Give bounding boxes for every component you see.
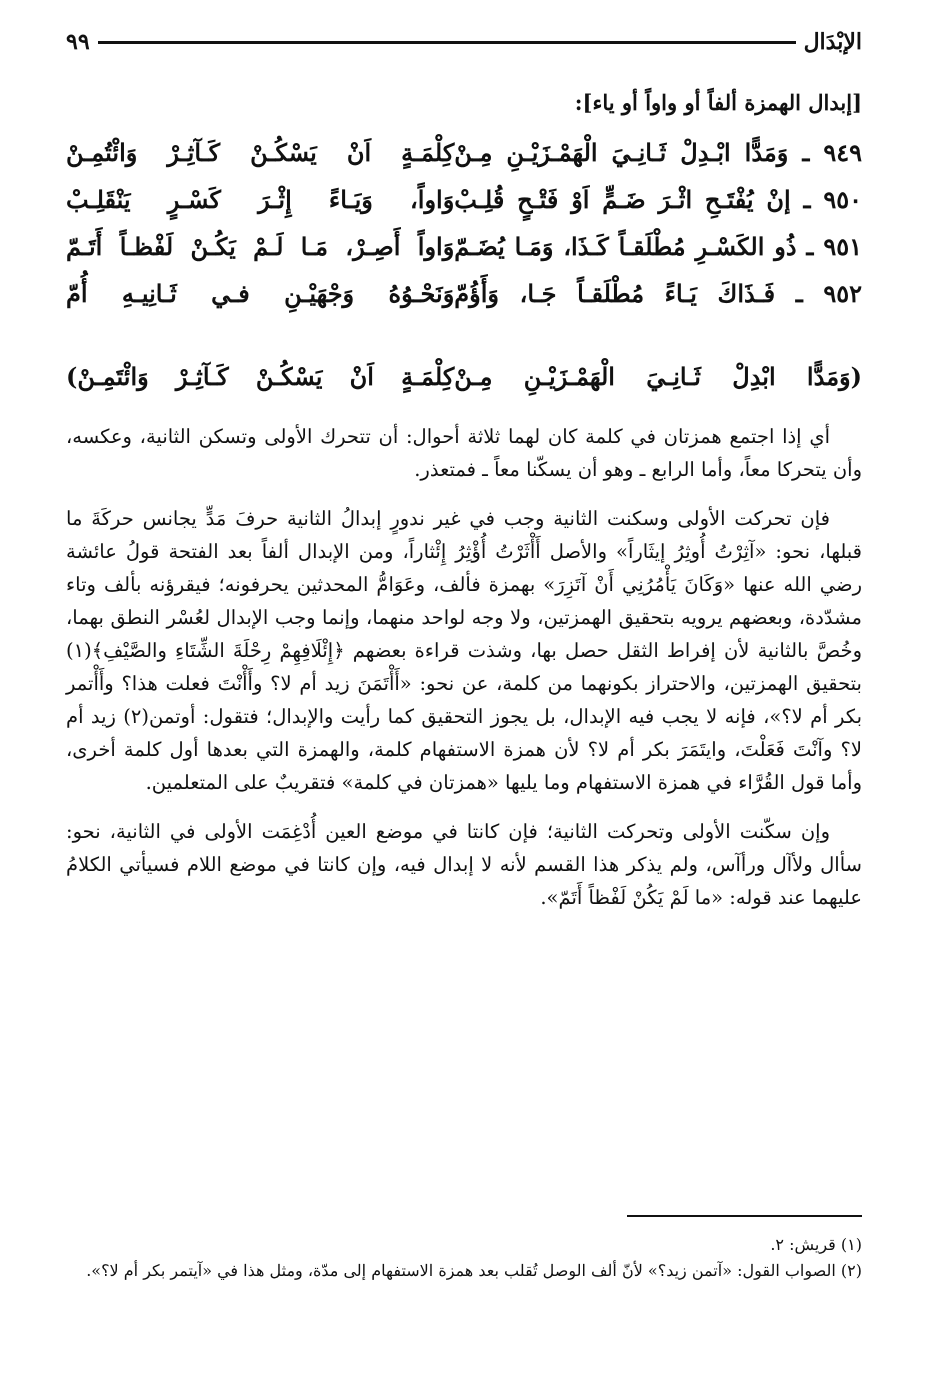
verse-first-hemistich: ٩٤٩ ـ وَمَدًّا ابْـدِلْ ثَـانِـيَ الْهَمْـزَيْـنِ مِـنْ xyxy=(454,138,862,167)
section-heading: [إبدال الهمزة ألفاً أو واواً أو ياء]: xyxy=(574,90,862,115)
verse-second-hemistich: وَاواً أَصِـرْ، مَـا لَـمْ يَكُـنْ لَفْظـاً أَتَـمّ xyxy=(66,232,455,261)
commentary-text xyxy=(66,420,862,930)
quoted-verse xyxy=(66,362,862,391)
verse-second-hemistich: وَنَحْـوُهُ وَجْهَيْـنِ فـي ثَـانِيـهِ أُمّ xyxy=(66,279,455,308)
verse-first-hemistich: ٩٥٠ ـ إنْ يُفْتَـحِ اثْـرَ ضَـمٍّ اَوْ فَتْـحٍ قُلِـبْ xyxy=(454,185,862,214)
quoted-verse-second-hemistich: كِلْمَـةٍ اَنْ يَسْكُـنْ كَـآثِـرْ وَائْتَمِـنْ) xyxy=(66,362,455,391)
verse-951 xyxy=(66,232,862,279)
page-number: ٩٩ xyxy=(66,29,90,55)
footnote: (٢) الصواب القول: «آتمن زيد؟» لأنّ ألف الوصل تُقلب بعد همزة الاستفهام إلى مدّة، ومثل هذا في «آيتمر بكر أم لا؟». xyxy=(86,1261,862,1280)
footnote: (١) قريش: ٢. xyxy=(770,1235,862,1254)
verse-949 xyxy=(66,138,862,185)
paragraph: فإن تحركت الأولى وسكنت الثانية وجب في غير ندورٍ إبدالُ الثانية حرفَ مَدٍّ يجانس حركَةَ ما قبلها، نحو: «آثِرْتُ أُوثِرُ إيثَاراً» والأصل أَأْثَرْتُ أُؤْثِرُ إِئْثاراً، ومن الإبدال ألفاً بعد الفتحة قولُ عائشة رضي الله عنها «وَكَانَ يَأْمُرُنِي أَنْ آتَزِرَ» بهمزة فألف، وعَوَامُّ المحدثين يحرفونه؛ فيقرؤنه بألف وتاء مشدّدة، وبعضهم يرويه بتحقيق الهمزتين، ولا وجه لواحد منهما، وإنما وجب الإبدال لعُسْر النطق بهما، وخُصَّ بالثانية لأن إفراط الثقل حصل بها، وشذت قراءة بعضهم ﴿إِئْلَافِهِمْ رِحْلَةَ الشِّتَاءِ والصَّيْفِ﴾(١) بتحقيق الهمزتين، والاحتراز بكونهما من كلمة، عن نحو: «أَأْتَمَنَ زيد أم لا؟ وأَأْنْتَ فعلت هذا؟ وأَأْتمر بكر أم لا؟»، فإنه لا يجب فيه الإبدال، بل يجوز التحقيق كما رأيت والإبدال؛ فتقول: أوتمن(٢) زيد أم لا؟ وآنْتَ فَعَلْتَ، وايتَمَرَ بكر أم لا؟ لأن همزة الاستفهام كلمة، والهمزة التي بعدها أول كلمة أخرى، وأما قول القُرَّاء في همزة الاستفهام وما يليها «همزتان في كلمة» فتقريبٌ على المتعلمين. xyxy=(66,507,862,794)
verse-first-hemistich: ٩٥١ ـ ذُو الكَسْـرِ مُطْلَقـاً كَـذَا، وَمَـا يُضَـمّ xyxy=(454,232,862,261)
verse-952 xyxy=(66,279,862,326)
verse-block xyxy=(66,138,862,326)
verse-950 xyxy=(66,185,862,232)
footnotes xyxy=(66,1232,862,1284)
page-header xyxy=(66,24,862,60)
paragraph: وإن سكّنت الأولى وتحركت الثانية؛ فإن كانتا في موضع العين أُدْغِمَت الأولى في الثانية، نحو: سأال ولأآل ورأآس، ولم يذكر هذا القسم لأنه لا إبدال فيه، وإن كانتا في موضع اللام فسيأتي الكلامُ عليهما عند قوله: «ما لَمْ يَكُنْ لَفْظاً أَتَمّ». xyxy=(66,820,862,909)
footnote-rule xyxy=(627,1215,862,1217)
paragraph: أي إذا اجتمع همزتان في كلمة كان لهما ثلاثة أحوال: أن تتحرك الأولى وتسكن الثانية، وعكسه، وأن يتحركا معاً، وأما الرابع ـ وهو أن يسكّنا معاً ـ فمتعذر. xyxy=(66,425,862,481)
quoted-verse-first-hemistich: (وَمَدًّا ابْدِلْ ثَـانِـيَ الْهَمْـزَيْـنِ مِـنْ xyxy=(454,362,862,391)
verse-first-hemistich: ٩٥٢ ـ فَـذَاكَ يَـاءً مُطْلَقـاً جَـا، وَأَؤُمّ xyxy=(454,279,862,308)
verse-second-hemistich: وَاواً، وَيَـاءً إِثْـرَ كَسْـرٍ يَنْقَلِـبْ xyxy=(66,185,455,214)
header-rule xyxy=(98,41,796,44)
verse-second-hemistich: كِلْمَـةٍ اَنْ يَسْكُـنْ كَـآثِـرْ وَائْتُمِـنْ xyxy=(66,138,455,167)
running-title: الإبْدَال xyxy=(803,29,862,55)
